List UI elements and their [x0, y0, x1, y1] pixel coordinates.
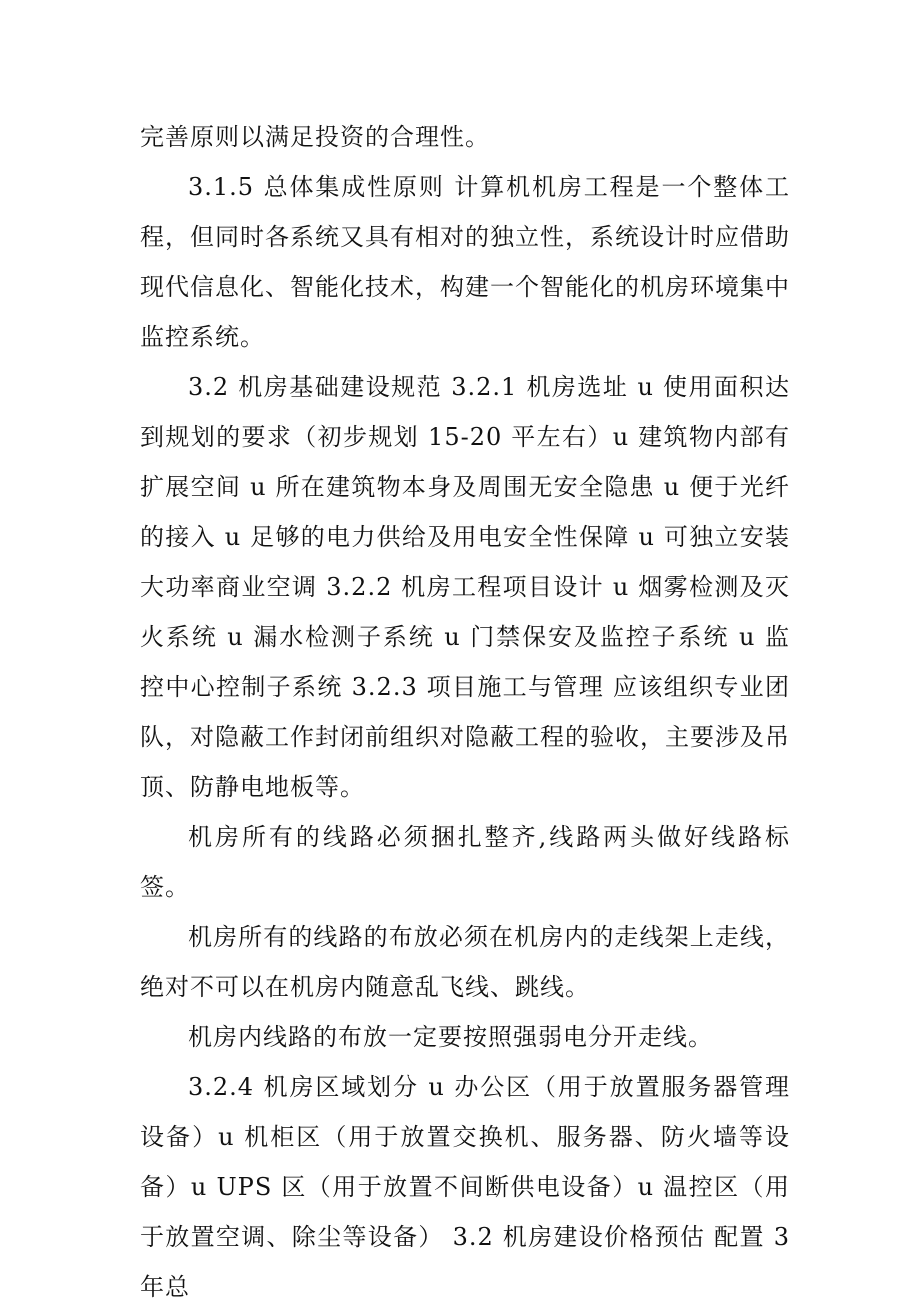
paragraph-4: 机房所有的线路必须捆扎整齐,线路两头做好线路标签。	[140, 823, 790, 901]
paragraph-5: 机房所有的线路的布放必须在机房内的走线架上走线，绝对不可以在机房内随意乱飞线、跳线。	[140, 923, 790, 1001]
paragraph-1: 完善原则以满足投资的合理性。	[140, 123, 490, 151]
paragraph-2: 3.1.5 总体集成性原则 计算机机房工程是一个整体工程，但同时各系统又具有相对的独立性，系统设计时应借助现代信息化、智能化技术，构建一个智能化的机房环境集中监控系统。	[140, 173, 790, 351]
paragraph-6: 机房内线路的布放一定要按照强弱电分开走线。	[188, 1023, 713, 1051]
document-body	[140, 112, 790, 1312]
paragraph-3: 3.2 机房基础建设规范 3.2.1 机房选址 u 使用面积达到规划的要求（初步规划 15-20 平左右）u 建筑物内部有扩展空间 u 所在建筑物本身及周围无安全隐患 u 便于光纤的接入 u 足够的电力供给及用电安全性保障 u 可独立安装大功率商业空调 3.2.2 机房工程项目设计 u 烟雾检测及灭火系统 u 漏水检测子系统 u 门禁保安及监控子系统 u 监控中心控制子系统 3.2.3 项目施工与管理 应该组织专业团队，对隐蔽工作封闭前组织对隐蔽工程的验收，主要涉及吊顶、防静电地板等。	[140, 373, 790, 801]
paragraph-7: 3.2.4 机房区域划分 u 办公区（用于放置服务器管理设备）u 机柜区（用于放置交换机、服务器、防火墙等设备）u UPS 区（用于放置不间断供电设备）u 温控区（用于放置空调、除尘等设备） 3.2 机房建设价格预估 配置 3 年总	[140, 1073, 790, 1301]
